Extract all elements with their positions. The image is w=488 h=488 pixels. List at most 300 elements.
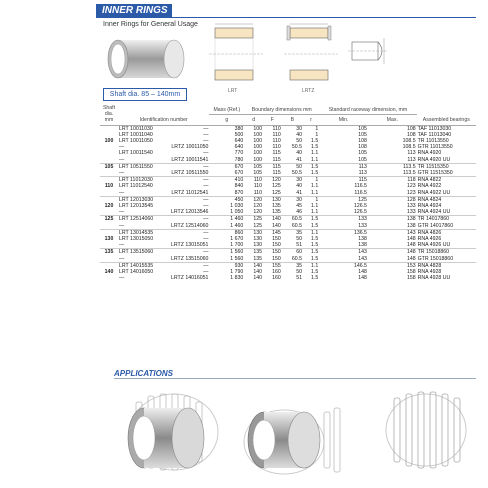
cell-min: 105 bbox=[358, 150, 367, 157]
cell-d: 140 bbox=[244, 262, 263, 269]
cell-r: 1.1 bbox=[303, 262, 319, 269]
cell-F: 120 bbox=[263, 177, 282, 184]
cell-r: 1.5 bbox=[311, 170, 319, 177]
cell-B: 46 bbox=[296, 209, 303, 216]
cell-d: 100 bbox=[253, 156, 263, 163]
cell-min: 143 bbox=[358, 255, 367, 262]
cell-d: 100 bbox=[253, 144, 263, 151]
cell-r: 1 bbox=[303, 196, 319, 203]
cell-lrtz: — bbox=[162, 196, 210, 203]
cell-asm: RNA 4924 bbox=[417, 203, 442, 210]
cell-shaft bbox=[100, 256, 118, 263]
cell-B: 30 bbox=[296, 125, 303, 132]
lrtz-drawing bbox=[280, 22, 342, 86]
cell-max: 133 bbox=[406, 209, 416, 216]
cell-F: 115 bbox=[272, 150, 281, 157]
cell-F: 140 bbox=[272, 222, 281, 229]
cell-B: 41 bbox=[296, 189, 303, 196]
cell-max: 113 bbox=[407, 156, 416, 163]
cell-shaft bbox=[100, 157, 118, 164]
cell-asm: GTR 14017860 bbox=[417, 222, 454, 229]
cell-asm: TR 15018860 bbox=[417, 249, 476, 256]
table-row bbox=[100, 216, 476, 223]
cell-r: 1.5 bbox=[311, 222, 319, 229]
table-row bbox=[100, 242, 476, 249]
cell-F: 155 bbox=[263, 262, 282, 269]
cell-F: 115 bbox=[272, 170, 281, 177]
cell-lrt: LRT 10011540 bbox=[119, 150, 153, 157]
table-row bbox=[100, 163, 476, 170]
cell-r: 1.1 bbox=[311, 203, 319, 210]
cell-min: 113 bbox=[319, 163, 368, 170]
cell-r: 1.5 bbox=[311, 255, 319, 262]
lrt-drawing bbox=[205, 22, 267, 86]
cell-asm: GTR 11515350 bbox=[417, 170, 453, 177]
cell-r: 1 bbox=[315, 125, 319, 132]
cell-shaft: 100 bbox=[104, 138, 114, 145]
cell-mass: 1 460 bbox=[230, 222, 244, 229]
cell-r: 1.5 bbox=[303, 163, 319, 170]
cell-max: 148 bbox=[406, 236, 416, 243]
cell-asm: RNA 4928 UU bbox=[417, 275, 451, 282]
table-row bbox=[100, 177, 476, 184]
cell-min: 115 bbox=[319, 177, 368, 184]
cell-B: 60.5 bbox=[282, 216, 303, 223]
cell-r: 1.5 bbox=[311, 269, 319, 276]
cell-shaft: 130 bbox=[104, 236, 114, 243]
cell-mass: 860 bbox=[209, 229, 244, 236]
cell-min: 138 bbox=[358, 236, 367, 243]
cell-F: 115 bbox=[272, 156, 281, 163]
cell-d: 130 bbox=[253, 242, 263, 249]
cell-d: 130 bbox=[253, 236, 263, 243]
title-underline bbox=[96, 17, 476, 18]
cell-lrt: — bbox=[119, 222, 125, 229]
cell-r: 1.1 bbox=[311, 189, 319, 196]
cell-F: 115 bbox=[263, 163, 282, 170]
cell-F: 150 bbox=[272, 236, 281, 243]
cell-lrtz: LRTZ 13015051 bbox=[171, 242, 209, 249]
table-row bbox=[100, 209, 476, 216]
cell-mass: 1 790 bbox=[230, 269, 244, 276]
table-row bbox=[100, 125, 476, 132]
table-row bbox=[100, 170, 476, 177]
table-row bbox=[100, 262, 476, 269]
cell-shaft: 120 bbox=[104, 203, 114, 210]
cell-shaft: 135 bbox=[100, 249, 118, 256]
cell-lrt: LRT 12514060 bbox=[118, 216, 162, 223]
cell-lrt: — bbox=[119, 144, 125, 151]
cell-asm: RNA 4924 UU bbox=[417, 209, 451, 216]
cell-mass: 670 bbox=[209, 163, 244, 170]
cell-shaft: 105 bbox=[100, 163, 118, 170]
assembly-middle bbox=[244, 408, 340, 474]
cell-min: 136.5 bbox=[319, 229, 368, 236]
cell-lrtz: — bbox=[162, 249, 210, 256]
assembly-left bbox=[128, 394, 218, 470]
cell-B: 45 bbox=[296, 203, 303, 210]
cell-mass: 500 bbox=[234, 131, 244, 138]
cell-min: 105 bbox=[358, 131, 367, 138]
cell-r: 1 bbox=[315, 131, 319, 138]
cell-asm: TR 14017860 bbox=[417, 216, 476, 223]
col-mass-unit: g bbox=[209, 114, 244, 125]
cell-d: 100 bbox=[253, 125, 263, 132]
cell-asm: RNA 4828 bbox=[417, 262, 476, 269]
cell-r: 1.5 bbox=[311, 144, 319, 151]
assembly-right bbox=[386, 392, 466, 468]
cell-max: 133 bbox=[406, 203, 416, 210]
cell-lrt: LRT 10011040 bbox=[119, 131, 153, 138]
cell-d: 110 bbox=[244, 177, 263, 184]
cell-F: 145 bbox=[263, 229, 282, 236]
cell-min: 148 bbox=[358, 275, 367, 282]
cell-mass: 780 bbox=[234, 156, 244, 163]
cell-d: 100 bbox=[253, 150, 263, 157]
cell-min: 126.5 bbox=[353, 203, 367, 210]
cell-asm: RNA 4822 bbox=[417, 177, 476, 184]
cell-min: 126.5 bbox=[353, 209, 367, 216]
cell-lrt: LRT 10511550 bbox=[118, 163, 162, 170]
cell-mass: 380 bbox=[234, 125, 244, 132]
cell-d: 110 bbox=[253, 183, 263, 190]
cell-lrtz: — bbox=[203, 236, 209, 243]
cell-shaft bbox=[100, 196, 118, 203]
col-d: d bbox=[244, 114, 263, 125]
cell-asm: TR 11515350 bbox=[417, 163, 476, 170]
cell-mass: 1 050 bbox=[230, 209, 244, 216]
cell-max: 123 bbox=[406, 183, 416, 190]
cell-min: 133 bbox=[319, 216, 368, 223]
cell-lrtz: — bbox=[203, 125, 209, 132]
inner-rings-table bbox=[100, 104, 476, 281]
cell-B: 40 bbox=[296, 183, 303, 190]
cell-max: 148 bbox=[406, 242, 416, 249]
cell-B: 30 bbox=[282, 177, 303, 184]
cell-lrtz: LRTZ 11012541 bbox=[171, 189, 209, 196]
cell-lrt: LRT 11012030 bbox=[118, 177, 162, 184]
cell-max: 108 bbox=[406, 125, 416, 132]
cell-max: 113 bbox=[407, 150, 416, 157]
cell-lrt: LRT 12013545 bbox=[119, 203, 154, 210]
cell-shaft bbox=[100, 229, 118, 236]
cell-B: 50 bbox=[296, 138, 303, 145]
cell-mass: 1 560 bbox=[209, 249, 244, 256]
cell-shaft bbox=[100, 190, 118, 197]
cell-mass: 1 560 bbox=[230, 255, 244, 262]
cell-F: 160 bbox=[272, 275, 281, 282]
cell-lrt: — bbox=[119, 275, 125, 282]
cell-shaft bbox=[100, 209, 118, 216]
cell-B: 60.5 bbox=[291, 255, 303, 262]
cell-asm: RNA 4928 bbox=[417, 269, 442, 276]
inner-ring-photo bbox=[104, 32, 188, 86]
cell-lrt: — bbox=[119, 189, 125, 196]
cell-B: 50.5 bbox=[291, 170, 303, 177]
cell-B: 60.5 bbox=[291, 222, 303, 229]
cell-mass: 450 bbox=[209, 196, 244, 203]
cell-lrtz: — bbox=[203, 203, 209, 210]
cell-asm: TAF 11013040 bbox=[417, 131, 452, 138]
cell-lrt: LRT 10011050 bbox=[119, 138, 153, 145]
section-subtitle: Inner Rings for General Usage bbox=[103, 21, 198, 28]
col-ident: Identification number bbox=[118, 104, 209, 125]
cell-d: 135 bbox=[253, 255, 263, 262]
table-row bbox=[100, 196, 476, 203]
cell-lrtz: — bbox=[162, 177, 210, 184]
cell-min: 105 bbox=[358, 125, 367, 132]
cell-d: 120 bbox=[253, 209, 263, 216]
cell-lrt: LRT 11012540 bbox=[119, 183, 153, 190]
cell-shaft bbox=[100, 242, 118, 249]
cell-B: 50.5 bbox=[291, 144, 303, 151]
cell-lrtz: — bbox=[203, 138, 209, 145]
cell-lrt: LRT 12013030 bbox=[118, 196, 162, 203]
cell-F: 150 bbox=[272, 242, 281, 249]
cell-lrtz: — bbox=[203, 183, 209, 190]
cell-F: 110 bbox=[272, 131, 281, 138]
cell-lrt: LRT 14015535 bbox=[118, 262, 162, 269]
cell-max: 148 bbox=[406, 255, 416, 262]
cell-mass: 930 bbox=[209, 262, 244, 269]
col-shaft: Shaft dia. mm bbox=[100, 104, 118, 125]
cell-B: 30 bbox=[282, 196, 303, 203]
cell-d: 120 bbox=[253, 203, 263, 210]
cell-d: 125 bbox=[253, 222, 263, 229]
cell-lrt: — bbox=[119, 242, 125, 249]
cell-asm: RNA 4922 UU bbox=[417, 189, 451, 196]
cell-mass: 670 bbox=[234, 170, 244, 177]
cell-lrtz: LRTZ 14016051 bbox=[171, 275, 209, 282]
cell-d: 110 bbox=[253, 189, 263, 196]
cell-F: 110 bbox=[272, 144, 281, 151]
cell-min: 138 bbox=[358, 242, 367, 249]
cell-mass: 1 670 bbox=[230, 236, 244, 243]
cell-r: 1 bbox=[303, 177, 319, 184]
col-max: Max. bbox=[368, 114, 417, 125]
col-assembled: Assembled bearings bbox=[417, 104, 476, 125]
cell-lrtz: LRTZ 12514060 bbox=[171, 222, 209, 229]
cell-shaft bbox=[100, 275, 118, 281]
cell-r: 1.1 bbox=[303, 229, 319, 236]
col-mass: Mass (Ref.) bbox=[209, 104, 244, 114]
cell-r: 1.1 bbox=[311, 183, 319, 190]
cell-F: 125 bbox=[272, 183, 281, 190]
cell-d: 130 bbox=[244, 229, 263, 236]
applications-illustration bbox=[114, 382, 476, 482]
cell-mass: 640 bbox=[234, 138, 244, 145]
cell-shaft: 110 bbox=[104, 183, 114, 190]
cell-asm: RNA 4926 UU bbox=[417, 242, 451, 249]
cell-shaft bbox=[100, 170, 118, 177]
cell-asm: RNA 4920 bbox=[417, 150, 442, 157]
cell-min: 125 bbox=[319, 196, 368, 203]
lrtz-drawing-label: LRTZ bbox=[302, 88, 315, 94]
cell-mass: 840 bbox=[234, 183, 244, 190]
cell-d: 120 bbox=[244, 196, 263, 203]
cell-max: 148 bbox=[368, 249, 417, 256]
cell-asm: RNA 4920 UU bbox=[417, 156, 451, 163]
cell-mass: 1 030 bbox=[230, 203, 244, 210]
cell-max: 113.5 bbox=[368, 163, 417, 170]
col-min: Min. bbox=[319, 114, 368, 125]
cell-d: 140 bbox=[253, 269, 263, 276]
col-r: r bbox=[303, 114, 319, 125]
cell-lrt: — bbox=[119, 209, 125, 216]
cell-shaft bbox=[100, 223, 118, 230]
col-f: F bbox=[263, 114, 282, 125]
cell-asm: RNA 4922 bbox=[417, 183, 442, 190]
cell-B: 40 bbox=[296, 131, 303, 138]
cell-F: 140 bbox=[263, 216, 282, 223]
cell-shaft: 140 bbox=[104, 269, 114, 276]
col-raceway: Standard raceway dimension, mm bbox=[319, 104, 416, 114]
table-row bbox=[100, 275, 476, 281]
cell-mass: 1 460 bbox=[209, 216, 244, 223]
cell-lrt: — bbox=[119, 255, 125, 262]
cell-max: 138 bbox=[368, 216, 417, 223]
table-row bbox=[100, 256, 476, 263]
cell-min: 108 bbox=[358, 144, 367, 151]
cell-B: 35 bbox=[282, 262, 303, 269]
cell-lrtz: LRTZ 10511550 bbox=[171, 170, 209, 177]
cell-min: 133 bbox=[358, 222, 367, 229]
cell-B: 50 bbox=[296, 236, 303, 243]
cell-max: 123 bbox=[406, 189, 416, 196]
cell-lrt: LRT 13014535 bbox=[118, 229, 162, 236]
cell-shaft bbox=[100, 177, 118, 184]
cell-mass: 1 700 bbox=[230, 242, 244, 249]
cell-B: 51 bbox=[296, 242, 303, 249]
cell-r: 1.5 bbox=[311, 138, 319, 145]
cell-lrtz: — bbox=[203, 150, 209, 157]
cell-min: 146.5 bbox=[319, 262, 368, 269]
cell-d: 140 bbox=[253, 275, 263, 282]
cell-d: 125 bbox=[244, 216, 263, 223]
cell-max: 158 bbox=[406, 269, 416, 276]
table-row bbox=[100, 229, 476, 236]
cell-d: 135 bbox=[244, 249, 263, 256]
cell-max: 108.5 bbox=[402, 138, 416, 145]
cell-B: 60 bbox=[282, 249, 303, 256]
cell-min: 113 bbox=[358, 170, 367, 177]
cell-lrtz: LRTZ 12013546 bbox=[171, 209, 209, 216]
lrt-drawing-label: LRT bbox=[228, 88, 238, 94]
cell-r: 1.5 bbox=[311, 242, 319, 249]
shaft-range-badge: Shaft dia. 85 – 140mm bbox=[103, 88, 187, 101]
cell-F: 150 bbox=[263, 249, 282, 256]
table-row bbox=[100, 249, 476, 256]
cell-shaft: 125 bbox=[100, 216, 118, 223]
cell-lrt: — bbox=[119, 156, 125, 163]
cell-F: 130 bbox=[263, 196, 282, 203]
cell-mass: 1 830 bbox=[230, 275, 244, 282]
cell-B: 41 bbox=[296, 156, 303, 163]
cell-asm: GTR 11013550 bbox=[417, 144, 453, 151]
cell-d: 105 bbox=[253, 170, 263, 177]
table-row bbox=[100, 157, 476, 164]
col-b: B bbox=[282, 114, 303, 125]
cell-max: 138 bbox=[406, 222, 416, 229]
cell-lrt: LRT 13015050 bbox=[119, 236, 154, 243]
cell-lrt: — bbox=[119, 170, 125, 177]
cell-max: 108.5 bbox=[402, 144, 416, 151]
cell-min: 108 bbox=[358, 138, 367, 145]
cell-d: 100 bbox=[253, 131, 263, 138]
cell-lrtz: — bbox=[162, 163, 210, 170]
cell-r: 1.5 bbox=[303, 249, 319, 256]
applications-underline bbox=[114, 378, 476, 379]
detail-drawing bbox=[346, 28, 390, 74]
table-row bbox=[100, 190, 476, 197]
cell-mass: 870 bbox=[234, 189, 244, 196]
applications-title: APPLICATIONS bbox=[114, 369, 173, 378]
cell-max: 153 bbox=[368, 262, 417, 269]
cell-lrtz: LRTZ 10011541 bbox=[171, 156, 209, 163]
cell-mass: 410 bbox=[209, 177, 244, 184]
cell-r: 1.5 bbox=[311, 236, 319, 243]
cell-B: 51 bbox=[296, 275, 303, 282]
cell-mass: 640 bbox=[234, 144, 244, 151]
cell-min: 148 bbox=[358, 269, 367, 276]
cell-max: 128 bbox=[368, 196, 417, 203]
cell-r: 1.1 bbox=[311, 209, 319, 216]
cell-lrtz: — bbox=[203, 131, 209, 138]
cell-min: 116.5 bbox=[354, 183, 367, 190]
cell-d: 100 bbox=[253, 138, 263, 145]
cell-asm: TR 11013550 bbox=[417, 138, 449, 145]
cell-asm: GTR 15018860 bbox=[417, 255, 454, 262]
cell-lrtz: — bbox=[162, 229, 210, 236]
cell-lrtz: LRTZ 13515060 bbox=[171, 255, 209, 262]
cell-lrt: LRT 13515060 bbox=[118, 249, 162, 256]
section-title: INNER RINGS bbox=[96, 4, 172, 17]
col-dims: Boundary dimensions mm bbox=[244, 104, 319, 114]
cell-min: 143 bbox=[319, 249, 368, 256]
cell-asm: RNA 4826 bbox=[417, 229, 476, 236]
cell-F: 160 bbox=[272, 269, 281, 276]
cell-F: 125 bbox=[272, 189, 281, 196]
cell-F: 135 bbox=[272, 209, 281, 216]
cell-F: 150 bbox=[272, 255, 281, 262]
cell-d: 105 bbox=[244, 163, 263, 170]
cell-r: 1.5 bbox=[311, 275, 319, 282]
cell-B: 50 bbox=[282, 163, 303, 170]
cell-lrtz: — bbox=[203, 269, 209, 276]
cell-lrt: LRT 10011030 bbox=[119, 125, 153, 132]
cell-asm: RNA 4824 bbox=[417, 196, 476, 203]
cell-lrtz: LRTZ 10011050 bbox=[171, 144, 209, 151]
cell-lrtz: — bbox=[162, 216, 210, 223]
cell-max: 143 bbox=[368, 229, 417, 236]
cell-max: 118 bbox=[368, 177, 417, 184]
cell-shaft bbox=[100, 262, 118, 269]
cell-min: 116.5 bbox=[354, 189, 367, 196]
cell-mass: 770 bbox=[234, 150, 244, 157]
cell-r: 1.1 bbox=[311, 150, 319, 157]
cell-F: 135 bbox=[272, 203, 281, 210]
cell-F: 110 bbox=[272, 138, 281, 145]
cell-B: 40 bbox=[296, 150, 303, 157]
cell-r: 1.1 bbox=[311, 156, 319, 163]
cell-B: 35 bbox=[282, 229, 303, 236]
cell-max: 113.5 bbox=[403, 170, 416, 177]
cell-max: 158 bbox=[406, 275, 416, 282]
cell-B: 50 bbox=[296, 269, 303, 276]
cell-F: 110 bbox=[272, 125, 281, 132]
cell-asm: RNA 4926 bbox=[417, 236, 442, 243]
cell-r: 1.5 bbox=[303, 216, 319, 223]
